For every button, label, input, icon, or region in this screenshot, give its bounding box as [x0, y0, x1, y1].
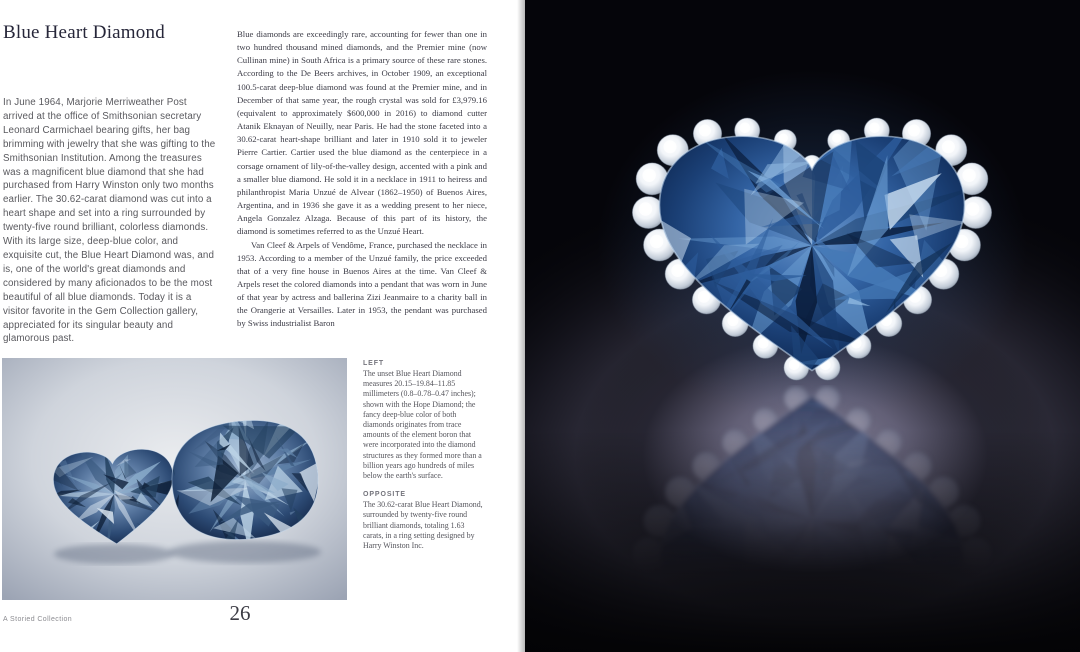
- bottom-shadow: [525, 430, 1080, 652]
- caption-opposite-label: OPPOSITE: [363, 491, 406, 499]
- page-number: 26: [229, 601, 251, 625]
- right-page: [525, 0, 1080, 652]
- page-title: Blue Heart Diamond: [3, 22, 165, 43]
- left-photo-diamonds: [2, 358, 347, 600]
- unset-diamonds-photo: [2, 358, 347, 600]
- caption-left-label: LEFT: [363, 360, 385, 367]
- caption-opposite-text: The 30.62-carat Blue Heart Diamond, surrounded by twenty-five round brilliant diamonds, totaling 1.63 carats, in a ring setting designed by Harry Winston Inc.: [363, 500, 483, 551]
- body-column: [237, 28, 487, 331]
- left-page: [0, 0, 525, 652]
- blue-heart-ring-photo: [525, 0, 1080, 652]
- intro-paragraph: In June 1964, Marjorie Merriweather Post arrived at the office of Smithsonian secretary Leonard Carmichael bearing gifts, her bag brimming with jewelry that she was gifting to the Smithsonian Institution. Among the treasures was a magnificent blue diamond that she had purchased from Harry Winston only two months earlier. The 30.62-carat diamond was cut into a heart shape and set into a ring surrounded by twenty-five round brilliant, colorless diamonds. With its large size, deep-blue color, and exquisite cut, the Blue Heart Diamond was, and is, one of the world's great diamonds and considered by many aficionados to be the most beautiful of all blue diamonds. Today it is a visitor favorite in the Gem Collection gallery, appreciated for its singular beauty and glamorous past.: [3, 97, 216, 345]
- caption-block: [363, 360, 483, 551]
- body-paragraph-2: Van Cleef & Arpels of Vendôme, France, purchased the necklace in 1953. According to a member of the Unzué family, the price exceeded that of a very fine house in Buenos Aires at the time. Van Cleef & Arpels reset the colored diamonds into a pendant that was worn in June of that year by actress and ballerina Zizi Jeanmaire to a charity ball in the Orangerie at Versailles. Later in 1953, the pendant was purchased by Swiss industrialist Baron: [237, 239, 487, 329]
- caption-left-text: The unset Blue Heart Diamond measures 20.15–19.84–11.85 millimeters (0.8–0.78–0.47 inches); shown with the Hope Diamond; the fancy deep-blue color of both diamonds originates from trace amounts of the element boron that were incorporated into the diamond structures as they formed more than a billion years ago hundreds of miles below the earth's surface.: [363, 369, 482, 481]
- page-gutter: [517, 0, 525, 652]
- cushion-shadow: [169, 541, 321, 563]
- heart-shadow: [54, 544, 174, 564]
- body-paragraph-1: Blue diamonds are exceedingly rare, accounting for fewer than one in two hundred thousand mined diamonds, and the Premier mine (now Cullinan mine) in South Africa is a primary source of these rare stones. According to the De Beers archives, in October 1909, an exceptional 100.5-carat deep-blue diamond was found at the Premier mine, and in December of that same year, the rough crystal was sold for £3,979.16 (equivalent to approximately $600,000 in 2016) to diamond cutter Atanik Eknayan of Neuilly, near Paris. He had the stone faceted into a 30.62-carat heart-shape brilliant and later in 1910 sold it to jeweler Pierre Cartier. Cartier used the blue diamond as the centerpiece in a corsage ornament of lily-of-the-valley design, accented with a pink and a smaller blue diamond. He sold it in a necklace in 1911 to heiress and philanthropist Maria Unzué de Alvear (1862–1950) of Buenos Aires, Argentina, and in 1936 she gave it as a wedding present to her niece, Angela Gonzalez Alzaga. Because of this part of its history, the diamond is sometimes referred to as the Unzué Heart.: [237, 29, 487, 237]
- running-footer: A Storied Collection: [3, 616, 73, 623]
